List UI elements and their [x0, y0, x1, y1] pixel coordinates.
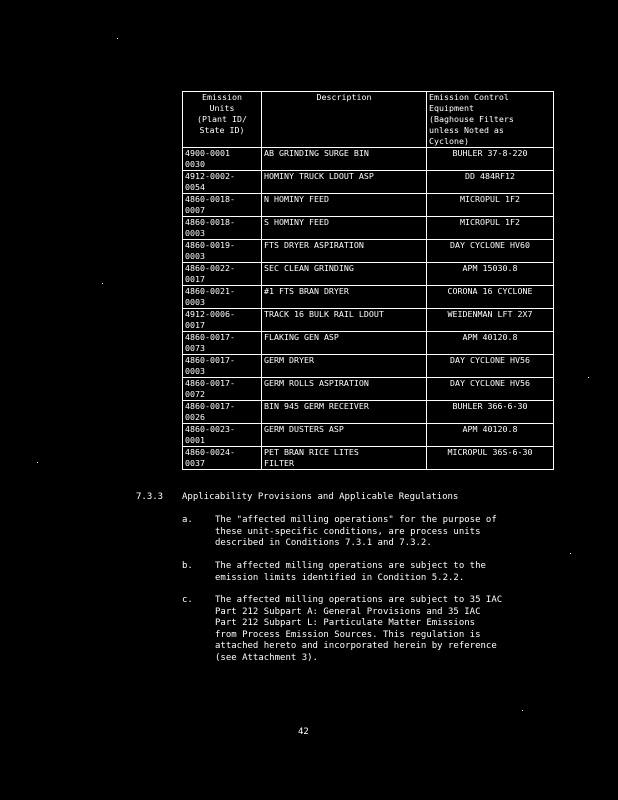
unit-id-cell: 4860-0023- 0001 [183, 424, 262, 447]
control-equipment-cell: BUHLER 37-8-220 [427, 148, 554, 171]
unit-id-cell: 4900-0001 0030 [183, 148, 262, 171]
control-equipment-cell: DD 484RF12 [427, 171, 554, 194]
item-text-a: The "affected milling operations" for the purpose of these unit-specific conditions, are process units described in Conditions 7.3.1 and 7.3.2. [215, 515, 497, 548]
item-text-c: The affected milling operations are subject to 35 IAC Part 212 Subpart A: General Provisions and 35 IAC Part 212 Subpart L: Particulate Matter Emissions from Process Emission Sources. This regulation is attached hereto and incorporated herein by reference (see Attachment 3). [215, 595, 503, 663]
description-cell: FLAKING GEN ASP [262, 332, 427, 355]
control-equipment-cell: DAY CYCLONE HV56 [427, 355, 554, 378]
unit-id-cell: 4860-0022- 0017 [183, 263, 262, 286]
description-cell: HOMINY TRUCK LDOUT ASP [262, 171, 427, 194]
section-title: Applicability Provisions and Applicable Regulations [182, 492, 459, 502]
header-description: Description [262, 92, 427, 148]
header-control-equipment: Emission Control Equipment (Baghouse Filters unless Noted as Cyclone) [427, 92, 554, 148]
control-equipment-cell: MICROPUL 1F2 [427, 217, 554, 240]
scan-speck [117, 38, 118, 39]
table-row [183, 286, 554, 309]
table-row [183, 171, 554, 194]
table-header-row [183, 92, 554, 148]
control-equipment-cell: DAY CYCLONE HV56 [427, 378, 554, 401]
control-equipment-cell: WEIDENMAN LFT 2X7 [427, 309, 554, 332]
unit-id-cell: 4860-0019- 0003 [183, 240, 262, 263]
control-equipment-cell: APM 40120.8 [427, 332, 554, 355]
description-cell: GERM ROLLS ASPIRATION [262, 378, 427, 401]
control-equipment-cell: MICROPUL 1F2 [427, 194, 554, 217]
unit-id-cell: 4860-0021- 0003 [183, 286, 262, 309]
description-cell: S HOMINY FEED [262, 217, 427, 240]
table-row [183, 263, 554, 286]
item-label-b: b. [182, 561, 193, 571]
description-cell: TRACK 16 BULK RAIL LDOUT [262, 309, 427, 332]
description-cell: GERM DUSTERS ASP [262, 424, 427, 447]
table-row [183, 378, 554, 401]
description-cell: N HOMINY FEED [262, 194, 427, 217]
table-row [183, 240, 554, 263]
description-cell: FTS DRYER ASPIRATION [262, 240, 427, 263]
table-row [183, 401, 554, 424]
unit-id-cell: 4860-0024- 0037 [183, 447, 262, 470]
control-equipment-cell: DAY CYCLONE HV60 [427, 240, 554, 263]
unit-id-cell: 4912-0002- 0054 [183, 171, 262, 194]
control-equipment-cell: BUHLER 366-6-30 [427, 401, 554, 424]
unit-id-cell: 4860-0018- 0007 [183, 194, 262, 217]
unit-id-cell: 4860-0017- 0003 [183, 355, 262, 378]
description-cell: BIN 945 GERM RECEIVER [262, 401, 427, 424]
item-label-c: c. [182, 595, 193, 605]
table-row [183, 355, 554, 378]
control-equipment-cell: APM 15030.8 [427, 263, 554, 286]
table-row [183, 148, 554, 171]
scan-speck [588, 377, 589, 378]
table-row [183, 309, 554, 332]
scan-speck [570, 553, 571, 554]
description-cell: #1 FTS BRAN DRYER [262, 286, 427, 309]
description-cell: SEC CLEAN GRINDING [262, 263, 427, 286]
table-row [183, 217, 554, 240]
unit-id-cell: 4860-0017- 0073 [183, 332, 262, 355]
unit-id-cell: 4912-0006- 0017 [183, 309, 262, 332]
header-emission-units: Emission Units (Plant ID/ State ID) [183, 92, 262, 148]
emission-units-table [182, 91, 554, 470]
section-number: 7.3.3 [136, 492, 164, 502]
table-row [183, 424, 554, 447]
control-equipment-cell: MICROPUL 36S-6-30 [427, 447, 554, 470]
table-row [183, 194, 554, 217]
description-cell: PET BRAN RICE LITES FILTER [262, 447, 427, 470]
scan-speck [37, 462, 38, 463]
unit-id-cell: 4860-0017- 0026 [183, 401, 262, 424]
description-cell: AB GRINDING SURGE BIN [262, 148, 427, 171]
item-label-a: a. [182, 515, 193, 525]
page-number: 42 [298, 727, 309, 737]
unit-id-cell: 4860-0018- 0003 [183, 217, 262, 240]
unit-id-cell: 4860-0017- 0072 [183, 378, 262, 401]
item-text-b: The affected milling operations are subject to the emission limits identified in Condition 5.2.2. [215, 561, 486, 583]
scan-speck [102, 283, 103, 284]
control-equipment-cell: APM 40120.8 [427, 424, 554, 447]
scan-speck [522, 710, 523, 711]
description-cell: GERM DRYER [262, 355, 427, 378]
control-equipment-cell: CORONA 16 CYCLONE [427, 286, 554, 309]
table-row [183, 447, 554, 470]
table-row [183, 332, 554, 355]
